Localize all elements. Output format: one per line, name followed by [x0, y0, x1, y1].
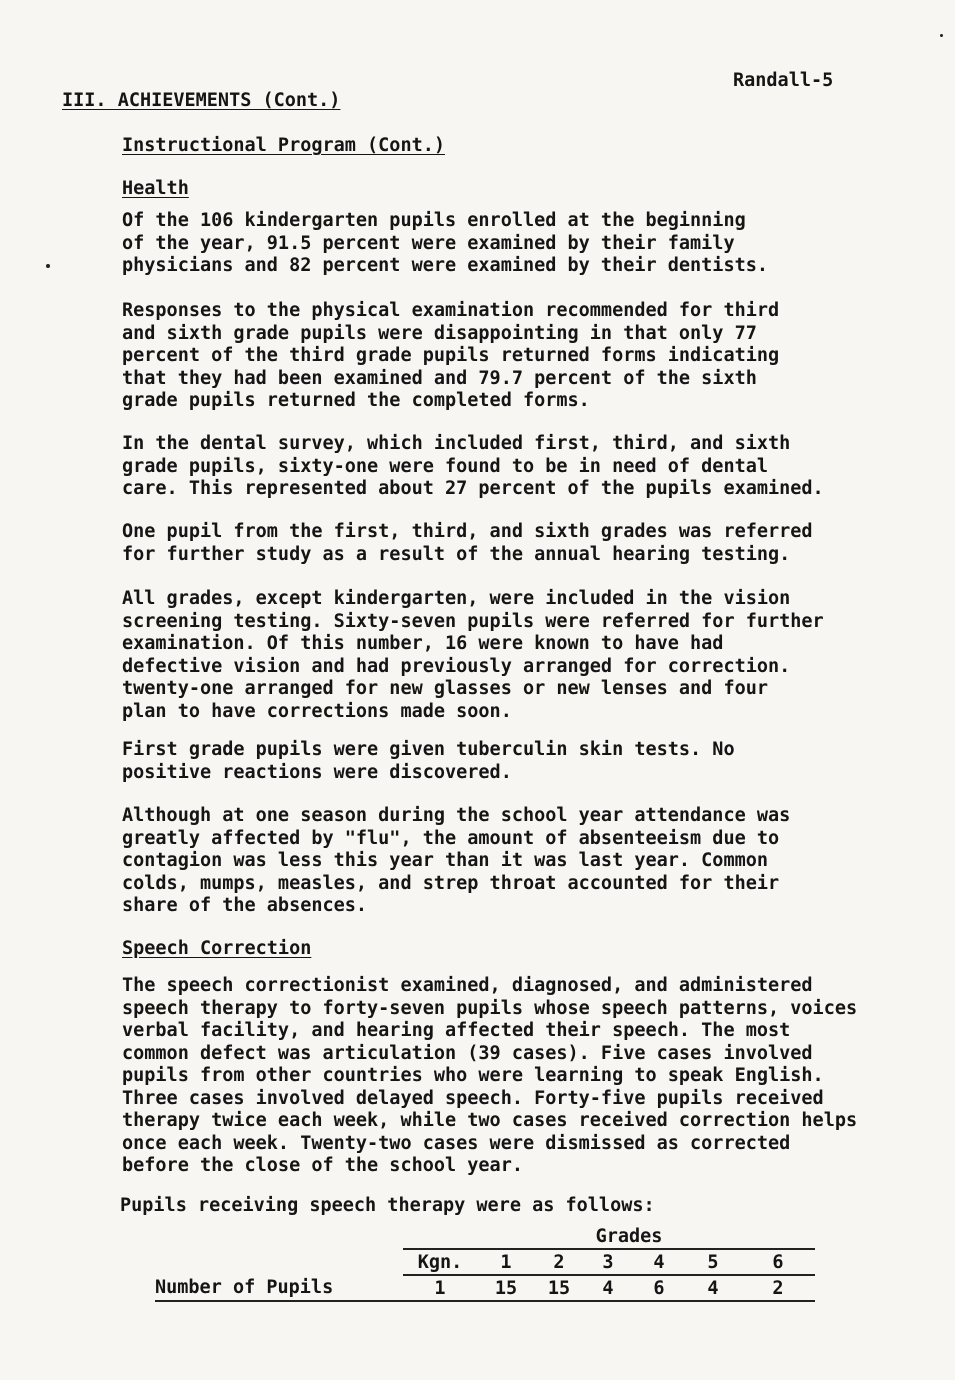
column-header: 1	[477, 1249, 535, 1275]
health-paragraph-4: One pupil from the first, third, and sixth grades was referred for further study as a result of the annual hearing testing.	[122, 521, 813, 565]
scan-speck	[940, 34, 943, 37]
speech-heading: Speech Correction	[122, 938, 312, 959]
column-header: 3	[583, 1249, 633, 1275]
table-group-header-row	[155, 1224, 815, 1249]
table-cell: 4	[583, 1275, 633, 1301]
health-paragraph-7: Although at one season during the school year attendance was greatly affected by "flu", the amount of absenteeism due to contagion was less this year than it was last year. Common colds, mumps, measles, and strep throat accounted for their share of the absences.	[122, 805, 791, 916]
health-paragraph-1: Of the 106 kindergarten pupils enrolled at the beginning of the year, 91.5 percent were examined by their family physicians and 82 percent were examined by their dentists.	[122, 210, 769, 276]
row-label: Number of Pupils	[155, 1275, 403, 1301]
speech-paragraph: The speech correctionist examined, diagnosed, and administered speech therapy to forty-seven pupils whose speech patterns, voices verbal facility, and hearing affected their speech. The most common defect was articulation (39 cases). Five cases involved pupils from other countries who were learning to speak English. Three cases involved delayed speech. Forty-five pupils received therapy twice each week, while two cases received correction helps once each week. Twenty-two cases were dismissed as corrected before the close of the school year.	[122, 975, 858, 1176]
column-header: Kgn.	[403, 1249, 477, 1275]
section-heading-text: III. ACHIEVEMENTS (Cont.)	[62, 90, 341, 111]
table-cell: 2	[741, 1275, 815, 1301]
health-heading: Health	[122, 178, 189, 199]
table-cell: 15	[535, 1275, 583, 1301]
column-header: 4	[633, 1249, 685, 1275]
column-header: 6	[741, 1249, 815, 1275]
section-heading	[62, 90, 340, 111]
table-cell: 1	[403, 1275, 477, 1301]
grades-header: Grades	[403, 1224, 815, 1249]
health-paragraph-6: First grade pupils were given tuberculin skin tests. No positive reactions were discovered.	[122, 739, 735, 783]
speech-therapy-table	[155, 1224, 815, 1302]
page-reference: Randall-5	[733, 70, 834, 91]
subsection-heading: Instructional Program (Cont.)	[122, 135, 446, 156]
column-header: 5	[685, 1249, 741, 1275]
table-cell: 6	[633, 1275, 685, 1301]
table-intro: Pupils receiving speech therapy were as follows:	[120, 1195, 655, 1216]
table-column-header-row	[155, 1249, 815, 1275]
health-paragraph-2: Responses to the physical examination recommended for third and sixth grade pupils were disappointing in that only 77 percent of the third grade pupils returned forms indicating that they had been examined and 79.7 percent of the sixth grade pupils returned the completed forms.	[122, 300, 780, 411]
table-cell: 4	[685, 1275, 741, 1301]
scan-speck	[46, 264, 50, 268]
health-paragraph-5: All grades, except kindergarten, were included in the vision screening testing. Sixty-seven pupils were referred for further examination. Of this number, 16 were known to have had defective vision and had previously arranged for correction. twenty-one arranged for new glasses or new lenses and four plan to have corrections made soon.	[122, 588, 824, 722]
table-row	[155, 1275, 815, 1301]
table-cell: 15	[477, 1275, 535, 1301]
column-header: 2	[535, 1249, 583, 1275]
health-paragraph-3: In the dental survey, which included first, third, and sixth grade pupils, sixty-one were found to be in need of dental care. This represented about 27 percent of the pupils examined.	[122, 433, 824, 499]
